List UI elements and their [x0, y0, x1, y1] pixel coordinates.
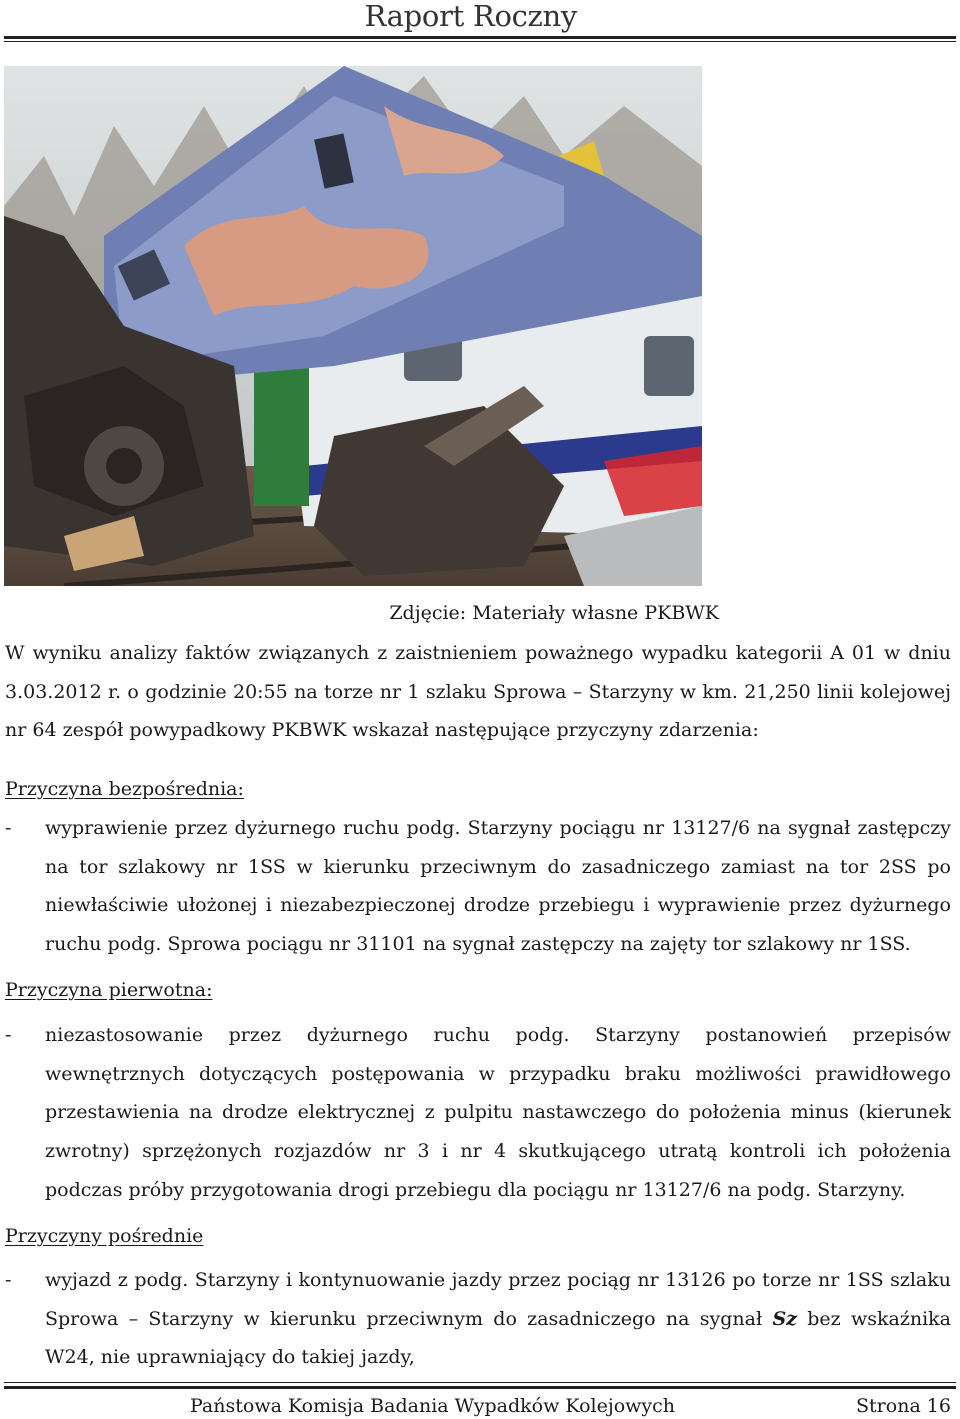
list-item-text: wyprawienie przez dyżurnego ruchu podg. Starzyny pociągu nr 13127/6 na sygnał zastępczy na tor szlakowy nr 1SS w kierunku przeciwnym do zasadniczego zamiast na tor 2SS po niewłaściwie ułożonej i niezabezpieczonej drodze przebiegu i wyprawienie przez dyżurnego ruchu podg. Sprowa pociągu nr 31101 na sygnał zastępczy na zajęty tor szlakowy nr 1SS. — [45, 817, 951, 956]
footer-rule-thin — [4, 1382, 956, 1383]
list-item-text-before: wyjazd z podg. Starzyny i kontynuowanie jazdy przez pociąg nr 13126 po torze nr 1SS szlaku Sprowa – Starzyny w kierunku przeciwnym do zasadniczego na sygnał — [45, 1269, 951, 1330]
list-dash: - — [5, 817, 12, 839]
section-heading-direct-cause: Przyczyna bezpośrednia: — [5, 778, 244, 800]
list-dash: - — [5, 1269, 12, 1291]
photo-illustration — [4, 66, 702, 586]
footer-page-number: Strona 16 — [856, 1395, 951, 1417]
header-rule-thin — [4, 41, 956, 42]
signal-code: Sz — [772, 1307, 797, 1330]
list-dash: - — [5, 1024, 12, 1046]
list-item-text — [45, 1261, 951, 1377]
section-heading-primary-cause: Przyczyna pierwotna: — [5, 979, 213, 1001]
page-header-title: Raport Roczny — [364, 0, 577, 33]
footer-organization: Państowa Komisja Badania Wypadków Kolejowych — [190, 1395, 676, 1417]
intro-paragraph: W wyniku analizy faktów związanych z zaistnieniem poważnego wypadku kategorii A 01 w dniu 3.03.2012 r. o godzinie 20:55 na torze nr 1 szlaku Sprowa – Starzyny w km. 21,250 linii kolejowej nr 64 zespół powypadkowy PKBWK wskazał następujące przyczyny zdarzenia: — [5, 642, 951, 741]
page-footer — [0, 1393, 960, 1419]
footer-rule-thick — [4, 1386, 956, 1389]
list-item — [5, 809, 951, 964]
header-rule-thick — [4, 36, 956, 39]
list-item-text-after: bez wskaźnika W24, nie uprawniający do takiej jazdy, — [45, 1307, 952, 1369]
list-item — [5, 1261, 951, 1377]
list-item — [5, 1016, 951, 1210]
section-heading-indirect-causes: Przyczyny pośrednie — [5, 1225, 204, 1247]
list-item-text: niezastosowanie przez dyżurnego ruchu podg. Starzyny postanowień przepisów wewnętrznych dotyczących postępowania w przypadku braku możliwości prawidłowego przestawienia na drodze elektrycznej z pulpitu nastawczego do położenia minus (kierunek zwrotny) sprzężonych rozjazdów nr 3 i nr 4 skutkującego utratą kontroli ich położenia podczas próby przygotowania drogi przebiegu dla pociągu nr 13127/6 na podg. Starzyny. — [45, 1024, 951, 1201]
train-crash-photo — [4, 66, 702, 586]
photo-caption: Zdjęcie: Materiały własne PKBWK — [389, 602, 719, 624]
